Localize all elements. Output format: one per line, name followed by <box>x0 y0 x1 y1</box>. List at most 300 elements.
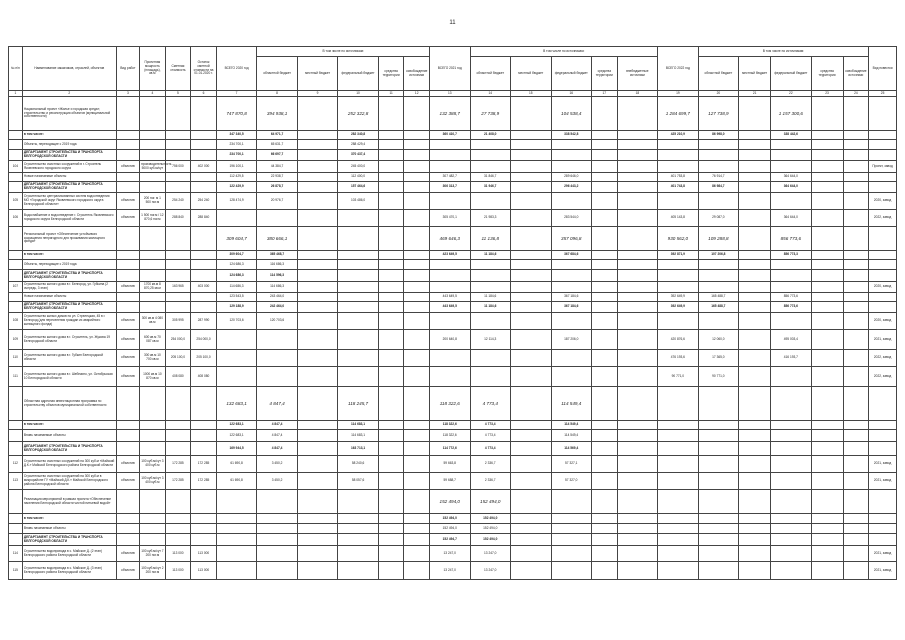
row-cell <box>811 293 843 302</box>
row-cell <box>739 210 771 227</box>
row-cell <box>216 562 257 580</box>
row-cell <box>592 350 618 367</box>
row-cell: объектив <box>116 193 139 210</box>
row-cell <box>617 421 658 430</box>
row-cell <box>658 562 699 580</box>
row-cell <box>739 173 771 182</box>
row-cell: 172 285 <box>191 456 217 473</box>
column-number: 4 <box>140 91 166 97</box>
row-cell: 205 100,0 <box>191 350 217 367</box>
row-cell: 44 384,7 <box>257 161 298 173</box>
column-number: 17 <box>592 91 618 97</box>
row-cell <box>378 140 404 150</box>
row-cell <box>378 514 404 524</box>
row-cell: 114 772,6 <box>430 442 471 456</box>
row-cell: 288 840 <box>191 210 217 227</box>
table-row <box>9 330 897 350</box>
row-cell <box>698 524 739 534</box>
row-cell <box>811 313 843 330</box>
row-cell: 114 683,1 <box>338 430 379 442</box>
row-cell: 408 080 <box>191 367 217 387</box>
row-cell <box>297 302 338 313</box>
row-cell <box>140 514 166 524</box>
row-cell <box>592 302 618 313</box>
row-cell <box>658 524 699 534</box>
row-cell: 124 686,3 <box>216 270 257 282</box>
row-cell <box>617 514 658 524</box>
row-cell <box>338 251 379 260</box>
row-cell <box>430 270 471 282</box>
row-cell: 402 000 <box>191 161 217 173</box>
row-number <box>9 524 23 534</box>
row-cell <box>592 260 618 270</box>
row-name: Строительство централизованных систем водоотведения МО «Городской округ Яковлевского городского округа Белгородской области» <box>22 193 116 210</box>
row-cell: 163 713,1 <box>338 442 379 456</box>
row-cell: 163 965 <box>165 282 191 293</box>
row-cell <box>297 182 338 193</box>
row-cell: 856 773,6 <box>771 293 812 302</box>
row-number <box>9 173 23 182</box>
row-cell: 31 946,7 <box>470 182 511 193</box>
row-number <box>9 140 23 150</box>
row-cell <box>404 97 430 131</box>
row-cell <box>116 97 139 131</box>
row-cell <box>698 456 739 473</box>
row-cell <box>116 524 139 534</box>
row-cell <box>191 251 217 260</box>
row-cell <box>378 270 404 282</box>
row-cell <box>658 161 699 173</box>
row-cell <box>140 251 166 260</box>
row-cell: 2020, завод <box>869 282 897 293</box>
row-cell <box>592 150 618 161</box>
row-cell <box>378 421 404 430</box>
row-cell: 152 494,0 <box>470 490 511 514</box>
row-cell <box>116 421 139 430</box>
src-2021-4: средства территории <box>592 57 618 91</box>
row-cell <box>404 161 430 173</box>
row-cell <box>617 227 658 251</box>
row-cell <box>297 270 338 282</box>
row-cell <box>551 546 592 562</box>
row-cell <box>404 534 430 546</box>
row-cell <box>617 473 658 490</box>
row-cell <box>470 260 511 270</box>
row-cell <box>297 131 338 140</box>
row-name: Реализация мероприятий в рамках проекта «Обеспечение населения Белгородской области чистой питьевой водой» <box>22 490 116 514</box>
row-cell <box>140 430 166 442</box>
row-cell <box>297 227 338 251</box>
row-cell <box>617 302 658 313</box>
row-cell: объектив <box>116 330 139 350</box>
row-cell: 380 666,1 <box>257 227 298 251</box>
src-2021-1: областной бюджет <box>470 57 511 91</box>
row-cell: 90 771,0 <box>698 367 739 387</box>
row-cell <box>338 490 379 514</box>
row-cell <box>811 490 843 514</box>
table-row <box>9 313 897 330</box>
row-cell <box>430 367 471 387</box>
row-cell <box>191 514 217 524</box>
row-cell <box>551 562 592 580</box>
row-cell <box>338 546 379 562</box>
row-cell <box>297 282 338 293</box>
table-row <box>9 282 897 293</box>
row-cell <box>404 182 430 193</box>
row-cell <box>739 193 771 210</box>
row-cell <box>378 227 404 251</box>
row-cell <box>551 282 592 293</box>
row-cell: 443 649,5 <box>430 302 471 313</box>
row-name: в том числе: <box>22 421 116 430</box>
row-cell <box>771 430 812 442</box>
row-cell <box>511 131 552 140</box>
row-cell <box>617 140 658 150</box>
row-cell <box>404 562 430 580</box>
row-cell <box>617 350 658 367</box>
row-cell <box>116 534 139 546</box>
row-cell <box>511 421 552 430</box>
row-cell <box>297 97 338 131</box>
row-cell <box>617 270 658 282</box>
row-cell: 4 847,4 <box>257 387 298 421</box>
row-name: Областная адресная инвестиционная программа по строительству объектов муниципальной собственности <box>22 387 116 421</box>
row-cell <box>404 524 430 534</box>
row-cell <box>140 293 166 302</box>
row-cell: 90 771,0 <box>658 367 699 387</box>
row-cell <box>771 456 812 473</box>
row-cell: 252 322,8 <box>338 97 379 131</box>
row-cell: 112 429,5 <box>216 173 257 182</box>
row-cell: 122 429,9 <box>216 182 257 193</box>
table-row <box>9 546 897 562</box>
row-cell <box>165 421 191 430</box>
row-cell <box>592 251 618 260</box>
row-cell: 169 944,5 <box>216 442 257 456</box>
row-cell <box>592 442 618 456</box>
row-cell <box>551 534 592 546</box>
row-cell: 3 450,2 <box>257 473 298 490</box>
row-cell <box>378 430 404 442</box>
row-cell <box>617 430 658 442</box>
row-cell <box>338 524 379 534</box>
row-cell: объектив <box>116 562 139 580</box>
row-cell <box>811 270 843 282</box>
row-number <box>9 302 23 313</box>
row-cell <box>739 534 771 546</box>
row-cell <box>869 251 897 260</box>
row-cell <box>511 270 552 282</box>
header-balance: Остаток сметной стоимости на 01.01.2020 г. <box>191 47 217 91</box>
row-cell <box>378 367 404 387</box>
row-cell <box>698 421 739 430</box>
row-name: ДЕПАРТАМЕНТ СТРОИТЕЛЬСТВА И ТРАНСПОРТА БЕЛГОРОДСКОЙ ОБЛАСТИ <box>22 150 116 161</box>
row-cell <box>592 173 618 182</box>
row-cell: 20 976,7 <box>257 193 298 210</box>
row-number: 115 <box>9 562 23 580</box>
row-cell <box>165 524 191 534</box>
column-number: 9 <box>297 91 338 97</box>
row-cell: 120 703,6 <box>257 313 298 330</box>
row-cell <box>116 182 139 193</box>
row-cell <box>843 313 869 330</box>
row-cell: объектив <box>116 456 139 473</box>
row-cell <box>257 367 298 387</box>
header-capacity: Проектная мощность (площадь), кв.м <box>140 47 166 91</box>
row-cell <box>338 293 379 302</box>
row-cell <box>739 140 771 150</box>
row-cell <box>551 270 592 282</box>
row-name: в том числе: <box>22 131 116 140</box>
column-number: 25 <box>869 91 897 97</box>
table-row <box>9 260 897 270</box>
row-cell: 364 644,0 <box>771 173 812 182</box>
row-cell <box>739 131 771 140</box>
column-number: 18 <box>617 91 658 97</box>
row-cell <box>869 302 897 313</box>
row-cell: 152 494,0 <box>430 524 471 534</box>
row-cell <box>592 421 618 430</box>
row-cell <box>165 131 191 140</box>
row-cell: 113 000 <box>191 562 217 580</box>
row-cell <box>404 293 430 302</box>
row-cell <box>116 131 139 140</box>
row-cell: 132 683,1 <box>216 387 257 421</box>
row-cell <box>869 150 897 161</box>
row-cell: 360 410,7 <box>430 131 471 140</box>
row-name: Строительство жилого дома в г. Губкин Белгородской области <box>22 350 116 367</box>
row-cell: 747 870,8 <box>216 97 257 131</box>
row-cell <box>257 330 298 350</box>
row-cell <box>140 524 166 534</box>
row-cell <box>378 302 404 313</box>
row-number <box>9 251 23 260</box>
table-row <box>9 524 897 534</box>
row-cell: 118 322,6 <box>430 387 471 421</box>
row-cell: объектив <box>116 282 139 293</box>
row-cell <box>698 534 739 546</box>
row-cell: 289 646,0 <box>551 173 592 182</box>
row-cell <box>739 270 771 282</box>
row-cell: 66 697,7 <box>257 150 298 161</box>
row-cell <box>404 456 430 473</box>
row-cell <box>617 456 658 473</box>
row-cell <box>378 442 404 456</box>
row-cell: 29 087,0 <box>698 210 739 227</box>
row-cell <box>338 282 379 293</box>
row-cell <box>511 562 552 580</box>
row-cell <box>378 456 404 473</box>
row-cell <box>140 270 166 282</box>
row-cell: 116 686,3 <box>257 260 298 270</box>
row-cell <box>843 227 869 251</box>
row-cell <box>404 421 430 430</box>
row-cell: 2021, завод <box>869 456 897 473</box>
row-cell <box>592 182 618 193</box>
header-kind-out: Вид повестки <box>869 47 897 91</box>
row-cell <box>470 270 511 282</box>
row-cell <box>470 193 511 210</box>
row-cell: 367 184,6 <box>551 293 592 302</box>
row-cell: 4 847,4 <box>257 421 298 430</box>
row-cell: 2021, завод <box>869 473 897 490</box>
row-cell: 4 847,4 <box>257 430 298 442</box>
table-row <box>9 387 897 421</box>
row-cell <box>698 490 739 514</box>
row-cell: 254 000,0 <box>165 330 191 350</box>
column-number: 22 <box>771 91 812 97</box>
row-cell <box>378 182 404 193</box>
row-cell <box>430 193 471 210</box>
row-cell: 2022, завод <box>869 350 897 367</box>
row-cell <box>257 562 298 580</box>
row-cell <box>551 193 592 210</box>
row-cell <box>297 534 338 546</box>
row-cell <box>430 282 471 293</box>
row-cell <box>592 161 618 173</box>
src-2022-1: областной бюджет <box>698 57 739 91</box>
row-cell <box>378 546 404 562</box>
row-cell <box>338 514 379 524</box>
row-cell <box>771 473 812 490</box>
row-cell: объектив <box>116 546 139 562</box>
row-cell <box>551 350 592 367</box>
row-cell <box>843 131 869 140</box>
row-name: Строительство жилого дома в г. Строитель, ул. Жукова 19 Белгородской области <box>22 330 116 350</box>
row-cell <box>811 227 843 251</box>
column-number: 12 <box>404 91 430 97</box>
row-cell: 86 984,7 <box>698 182 739 193</box>
row-cell <box>843 193 869 210</box>
row-cell <box>191 260 217 270</box>
row-cell <box>378 251 404 260</box>
header-total-2020: ВСЕГО 2020 год <box>216 47 257 91</box>
row-cell <box>811 473 843 490</box>
row-number <box>9 131 23 140</box>
table-row <box>9 161 897 173</box>
row-cell <box>140 302 166 313</box>
row-cell: 309 604,7 <box>216 251 257 260</box>
row-cell: 2022, завод <box>869 210 897 227</box>
row-cell <box>592 193 618 210</box>
row-cell: 367 184,6 <box>551 302 592 313</box>
row-cell <box>116 387 139 421</box>
row-cell <box>338 210 379 227</box>
row-cell: 65 631,7 <box>257 140 298 150</box>
row-cell: 2021, завод <box>869 562 897 580</box>
row-cell: 100 куб.м/сут 7 200 пог.м <box>140 546 166 562</box>
row-cell <box>140 182 166 193</box>
row-cell: 86 998,0 <box>698 131 739 140</box>
row-cell <box>869 430 897 442</box>
src-2021-2: местный бюджет <box>511 57 552 91</box>
row-name: Строительство жилого дома в г. Белгород, ул. Губкина (2 очередь, 3 этап) <box>22 282 116 293</box>
row-cell: 254 000,0 <box>191 330 217 350</box>
row-cell <box>511 490 552 514</box>
row-cell <box>658 260 699 270</box>
row-cell <box>617 367 658 387</box>
row-cell <box>297 313 338 330</box>
src-2022-4: средства территории <box>811 57 843 91</box>
row-cell <box>771 150 812 161</box>
row-cell <box>165 173 191 182</box>
row-cell <box>771 514 812 524</box>
row-number <box>9 182 23 193</box>
row-name: ДЕПАРТАМЕНТ СТРОИТЕЛЬСТВА И ТРАНСПОРТА БЕЛГОРОДСКОЙ ОБЛАСТИ <box>22 182 116 193</box>
row-cell <box>811 131 843 140</box>
row-cell <box>658 421 699 430</box>
row-cell <box>617 173 658 182</box>
row-cell <box>378 350 404 367</box>
row-name: ДЕПАРТАМЕНТ СТРОИТЕЛЬСТВА И ТРАНСПОРТА БЕЛГОРОДСКОЙ ОБЛАСТИ <box>22 270 116 282</box>
row-cell: 109 288,8 <box>698 227 739 251</box>
row-number: 113 <box>9 473 23 490</box>
row-cell <box>811 251 843 260</box>
column-number: 10 <box>338 91 379 97</box>
row-cell: 423 649,5 <box>430 251 471 260</box>
row-cell: 254 240 <box>191 193 217 210</box>
row-cell: 58 057,6 <box>338 473 379 490</box>
row-cell <box>617 534 658 546</box>
table-row <box>9 456 897 473</box>
row-cell <box>511 473 552 490</box>
row-cell <box>592 131 618 140</box>
row-cell <box>297 210 338 227</box>
row-name: Водоснабжение и водоотведение г. Строитель Яковлевского городского округа Белгородской области <box>22 210 116 227</box>
row-cell <box>378 387 404 421</box>
row-cell <box>297 260 338 270</box>
row-cell <box>511 282 552 293</box>
row-cell: 3 450,2 <box>257 456 298 473</box>
row-name: Строительство водопровода в с. Майское Д. (3 этап) Белгородского района Белгородской области <box>22 562 116 580</box>
row-cell: 165 488,7 <box>698 293 739 302</box>
row-name: Строительство водопровода в с. Майское Д. (2 этап) Белгородского района Белгородской области <box>22 546 116 562</box>
row-cell: 300 кв.м 10 700 кв.м <box>140 350 166 367</box>
row-cell: 57 327,1 <box>551 456 592 473</box>
row-cell <box>297 387 338 421</box>
row-cell: 113 000 <box>165 562 191 580</box>
row-cell: 118 322,6 <box>430 430 471 442</box>
row-cell <box>116 490 139 514</box>
row-cell: 118 245,7 <box>338 387 379 421</box>
row-name: Объекты, переходящие с 2019 года <box>22 140 116 150</box>
row-cell <box>470 140 511 150</box>
table-row <box>9 210 897 227</box>
row-cell: 4 773,4 <box>470 387 511 421</box>
column-number: 13 <box>430 91 471 97</box>
row-cell <box>116 430 139 442</box>
row-cell: 114 549,4 <box>551 421 592 430</box>
row-cell: 2022, завод <box>869 367 897 387</box>
row-cell <box>404 270 430 282</box>
row-cell: 104 538,4 <box>551 97 592 131</box>
row-cell: 2020, завод <box>869 313 897 330</box>
row-cell <box>592 97 618 131</box>
row-cell: 305 470,1 <box>430 210 471 227</box>
row-cell <box>511 260 552 270</box>
row-name: Вновь начинаемые объекты <box>22 524 116 534</box>
row-cell <box>511 251 552 260</box>
row-cell <box>843 562 869 580</box>
row-cell <box>617 387 658 421</box>
row-cell <box>698 546 739 562</box>
row-cell <box>739 260 771 270</box>
row-cell: Проект, завод <box>869 161 897 173</box>
row-cell <box>116 442 139 456</box>
row-cell <box>658 140 699 150</box>
row-cell <box>771 534 812 546</box>
row-cell <box>811 562 843 580</box>
